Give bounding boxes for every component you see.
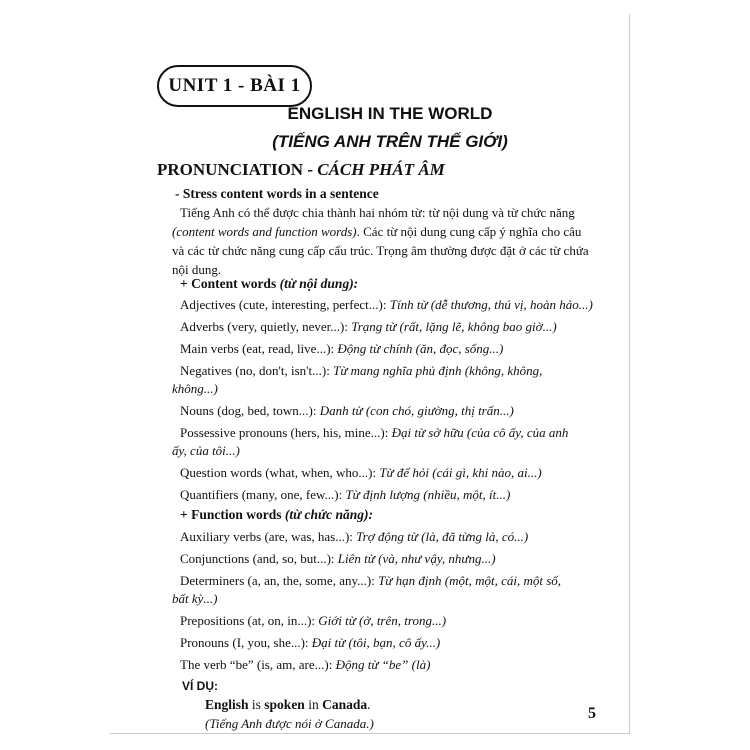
- example-word: is: [248, 697, 265, 712]
- function-item-vi: Từ hạn định (một, một, cái, một số,: [378, 573, 562, 588]
- function-item-en: Prepositions (at, on, in...):: [180, 613, 319, 628]
- content-item-en: Quantifiers (many, one, few...):: [180, 487, 346, 502]
- section-label: PRONUNCIATION -: [157, 160, 318, 179]
- example-translation: (Tiếng Anh được nói ở Canada.): [205, 716, 374, 731]
- content-item: [180, 487, 510, 503]
- example-word: English: [205, 697, 249, 712]
- function-words-heading: [180, 507, 373, 523]
- section-heading: [157, 160, 445, 180]
- function-item: [180, 573, 561, 589]
- unit-label: UNIT 1 - BÀI 1: [168, 75, 301, 96]
- content-item: [180, 425, 568, 441]
- content-item: [180, 403, 514, 419]
- page-number: 5: [588, 705, 596, 722]
- content-item-en: Possessive pronouns (hers, his, mine...):: [180, 425, 392, 440]
- function-item-en: Conjunctions (and, so, but...):: [180, 551, 338, 566]
- example-word: spoken: [264, 697, 305, 712]
- intro-line-3: và các từ chức năng cung cấp cấu trúc. Trọng âm thường được đặt ở các từ chứa: [172, 243, 589, 258]
- function-item: [180, 529, 528, 545]
- lesson-subtitle: (TIẾNG ANH TRÊN THẾ GIỚI): [272, 132, 508, 151]
- content-item-vi: Đại từ sở hữu (của cô ấy, của anh: [391, 425, 569, 440]
- content-item-vi: Từ mang nghĩa phủ định (không, không,: [333, 363, 543, 378]
- content-item-vi: Từ định lượng (nhiều, một, ít...): [345, 487, 511, 502]
- example-word: in: [304, 697, 323, 712]
- intro-line-1: Tiếng Anh có thể được chia thành hai nhóm từ: từ nội dung và từ chức năng: [180, 205, 575, 220]
- example-label: VÍ DỤ:: [182, 679, 218, 693]
- content-item: [180, 465, 542, 481]
- function-item-continuation: bất kỳ...): [172, 591, 218, 606]
- content-words-heading: [180, 276, 358, 292]
- lesson-title: ENGLISH IN THE WORLD: [287, 104, 493, 123]
- intro-line-2-italic: (content words and function words): [172, 224, 357, 239]
- function-item-vi: Giới từ (ở, trên, trong...): [318, 613, 447, 628]
- function-item: [180, 551, 496, 567]
- content-item-en: Adverbs (very, quietly, never...):: [180, 319, 352, 334]
- content-words-label-vi: (từ nội dung):: [279, 276, 359, 291]
- section-label-vi: CÁCH PHÁT ÂM: [317, 160, 445, 179]
- function-item-en: Determiners (a, an, the, some, any...):: [180, 573, 379, 588]
- example-word: .: [367, 697, 371, 712]
- content-item-vi: Danh từ (con chó, giường, thị trấn...): [319, 403, 514, 418]
- intro-line-2-rest: . Các từ nội dung cung cấp ý nghĩa cho câu: [356, 224, 582, 239]
- content-item-vi: Trạng từ (rất, lặng lẽ, không bao giờ...): [351, 319, 557, 334]
- content-words-label: + Content words: [180, 276, 280, 291]
- function-item-en: Auxiliary verbs (are, was, has...):: [180, 529, 357, 544]
- function-item-vi: Liên từ (và, như vậy, nhưng...): [337, 551, 496, 566]
- function-item: [180, 657, 430, 673]
- content-item-en: Main verbs (eat, read, live...):: [180, 341, 338, 356]
- function-item: [180, 613, 446, 629]
- content-item-vi: Từ để hỏi (cái gì, khi nào, ai...): [379, 465, 542, 480]
- example-word: Canada: [322, 697, 368, 712]
- content-item-en: Adjectives (cute, interesting, perfect...):: [180, 297, 390, 312]
- content-item-en: Nouns (dog, bed, town...):: [180, 403, 320, 418]
- intro-line-4: nội dung.: [172, 262, 222, 277]
- function-words-label-vi: (từ chức năng):: [284, 507, 374, 522]
- stress-heading: - Stress content words in a sentence: [175, 186, 379, 201]
- function-item-vi: Đại từ (tôi, bạn, cô ấy...): [311, 635, 441, 650]
- content-item-en: Question words (what, when, who...):: [180, 465, 380, 480]
- content-item-continuation: ấy, của tôi...): [172, 443, 240, 458]
- content-item-vi: Động từ chính (ăn, đọc, sống...): [337, 341, 504, 356]
- content-item-vi: Tính từ (dễ thương, thú vị, hoàn hảo...): [389, 297, 593, 312]
- content-item: [180, 297, 593, 313]
- content-item: [180, 363, 542, 379]
- intro-line-2: [172, 224, 581, 240]
- function-item-en: The verb “be” (is, am, are...):: [180, 657, 336, 672]
- function-words-label: + Function words: [180, 507, 285, 522]
- content-item: [180, 341, 503, 357]
- content-item-en: Negatives (no, don't, isn't...):: [180, 363, 334, 378]
- function-item: [180, 635, 440, 651]
- unit-badge: [157, 65, 312, 107]
- function-item-en: Pronouns (I, you, she...):: [180, 635, 312, 650]
- function-item-vi: Trợ động từ (là, đã từng là, có...): [356, 529, 529, 544]
- content-item: [180, 319, 557, 335]
- content-item-continuation: không...): [172, 381, 218, 396]
- example-sentence: [205, 697, 370, 713]
- function-item-vi: Động từ “be” (là): [335, 657, 431, 672]
